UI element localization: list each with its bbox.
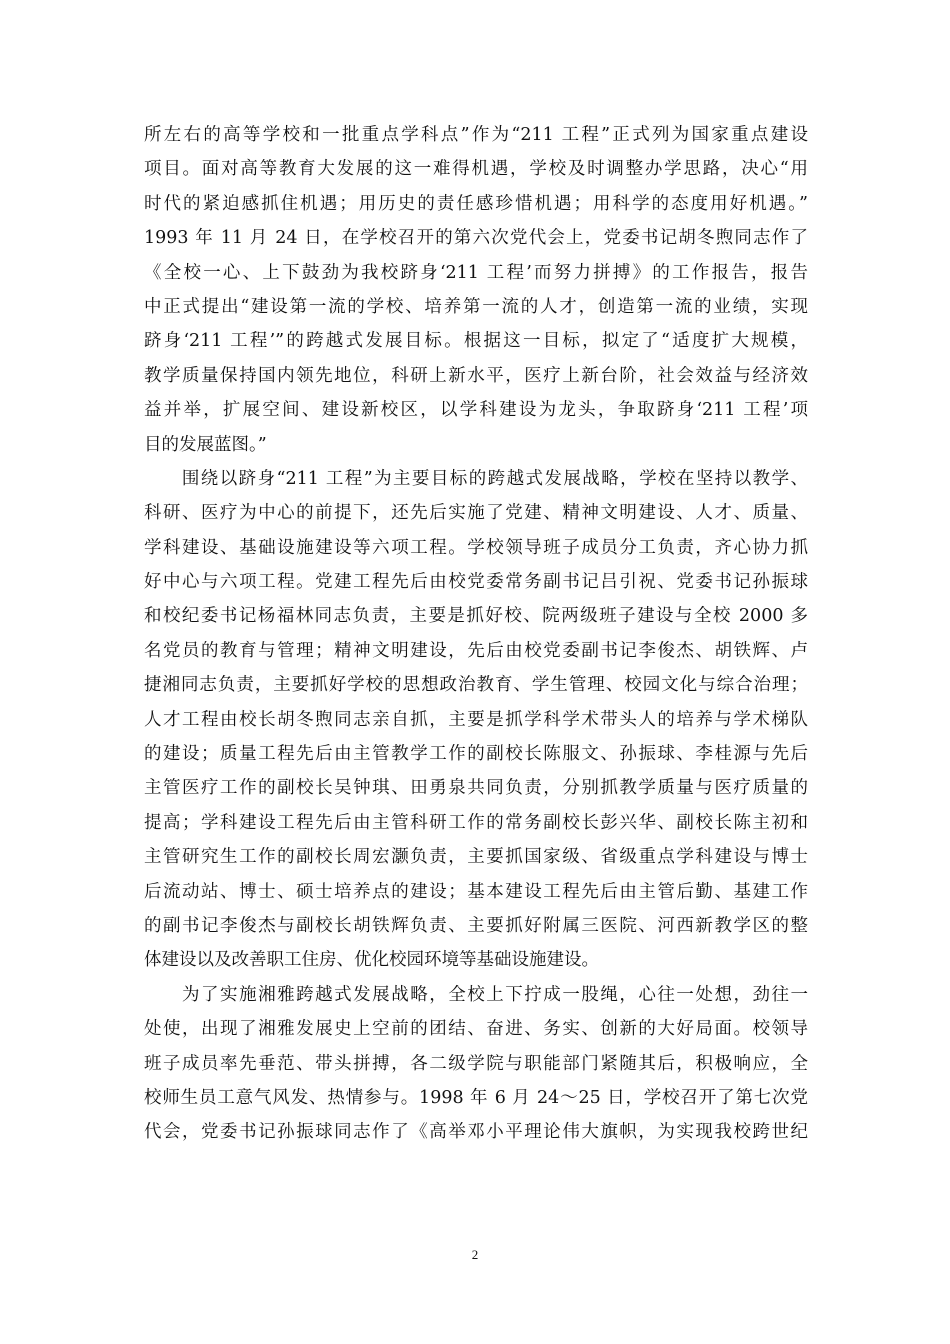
text-line: 班子成员率先垂范、带头拼搏，各二级学院与职能部门紧随其后，积极响应，全 (144, 1053, 808, 1074)
text-line: 校师生员工意气风发、热情参与。1998 年 6 月 24～25 日，学校召开了第七次党 (144, 1087, 808, 1108)
text-line: 后流动站、博士、硕士培养点的建设；基本建设工程先后由主管后勤、基建工作 (144, 881, 808, 902)
text-line: 的副书记李俊杰与副校长胡铁辉负责、主要抓好附属三医院、河西新教学区的整 (144, 915, 808, 936)
text-line: 学科建设、基础设施建设等六项工程。学校领导班子成员分工负责，齐心协力抓 (144, 537, 808, 558)
text-line: 主管研究生工作的副校长周宏灏负责，主要抓国家级、省级重点学科建设与博士 (144, 847, 808, 868)
text-line: 中正式提出“建设第一流的学校、培养第一流的人才，创造第一流的业绩，实现 (144, 296, 808, 317)
text-line: 《全校一心、上下鼓劲为我校跻身‘211 工程’而努力拼搏》的工作报告，报告 (144, 262, 808, 283)
text-line: 和校纪委书记杨福林同志负责，主要是抓好校、院两级班子建设与全校 2000 多 (144, 606, 808, 627)
text-line: 项目。面对高等教育大发展的这一难得机遇，学校及时调整办学思路，决心“用 (144, 159, 808, 180)
text-line: 主管医疗工作的副校长吴钟琪、田勇泉共同负责，分别抓教学质量与医疗质量的 (144, 778, 808, 799)
text-line: 教学质量保持国内领先地位，科研上新水平，医疗上新台阶，社会效益与经济效 (144, 365, 808, 386)
text-line: 益并举，扩展空间、建设新校区，以学科建设为龙头，争取跻身‘211 工程’项 (144, 400, 808, 421)
text-line: 时代的紧迫感抓住机遇；用历史的责任感珍惜机遇；用科学的态度用好机遇。” (144, 193, 808, 214)
text-line: 代会，党委书记孙振球同志作了《高举邓小平理论伟大旗帜，为实现我校跨世纪 (144, 1122, 808, 1143)
text-line: 目的发展蓝图。” (144, 434, 267, 455)
text-line: 人才工程由校长胡冬煦同志亲自抓，主要是抓学科学术带头人的培养与学术梯队 (144, 709, 808, 730)
text-line: 名党员的教育与管理；精神文明建设，先后由校党委副书记李俊杰、胡铁辉、卢 (144, 640, 808, 661)
text-line: 的建设；质量工程先后由主管教学工作的副校长陈服文、孙振球、李桂源与先后 (144, 744, 808, 765)
text-line: 处使，出现了湘雅发展史上空前的团结、奋进、务实、创新的大好局面。校领导 (144, 1019, 808, 1040)
text-line: 1993 年 11 月 24 日，在学校召开的第六次党代会上，党委书记胡冬煦同志作了 (144, 228, 808, 249)
page-number: 2 (471, 1247, 479, 1262)
body-text (144, 118, 808, 1150)
text-line: 提高；学科建设工程先后由主管科研工作的常务副校长彭兴华、副校长陈主初和 (144, 812, 808, 833)
text-line: 科研、医疗为中心的前提下，还先后实施了党建、精神文明建设、人才、质量、 (144, 503, 808, 524)
text-line: 围绕以跻身“211 工程”为主要目标的跨越式发展战略，学校在坚持以教学、 (144, 468, 808, 489)
text-line: 好中心与六项工程。党建工程先后由校党委常务副书记吕引祝、党委书记孙振球 (144, 572, 808, 593)
text-line: 为了实施湘雅跨越式发展战略，全校上下拧成一股绳，心往一处想，劲往一 (144, 984, 808, 1005)
text-line: 捷湘同志负责，主要抓好学校的思想政治教育、学生管理、校园文化与综合治理； (144, 675, 808, 696)
text-line: 所左右的高等学校和一批重点学科点”作为“211 工程”正式列为国家重点建设 (144, 125, 808, 145)
text-line: 体建设以及改善职工住房、优化校园环境等基础设施建设。 (144, 950, 599, 971)
text-line: 跻身‘211 工程’”的跨越式发展目标。根据这一目标，拟定了“适度扩大规模， (144, 331, 808, 352)
